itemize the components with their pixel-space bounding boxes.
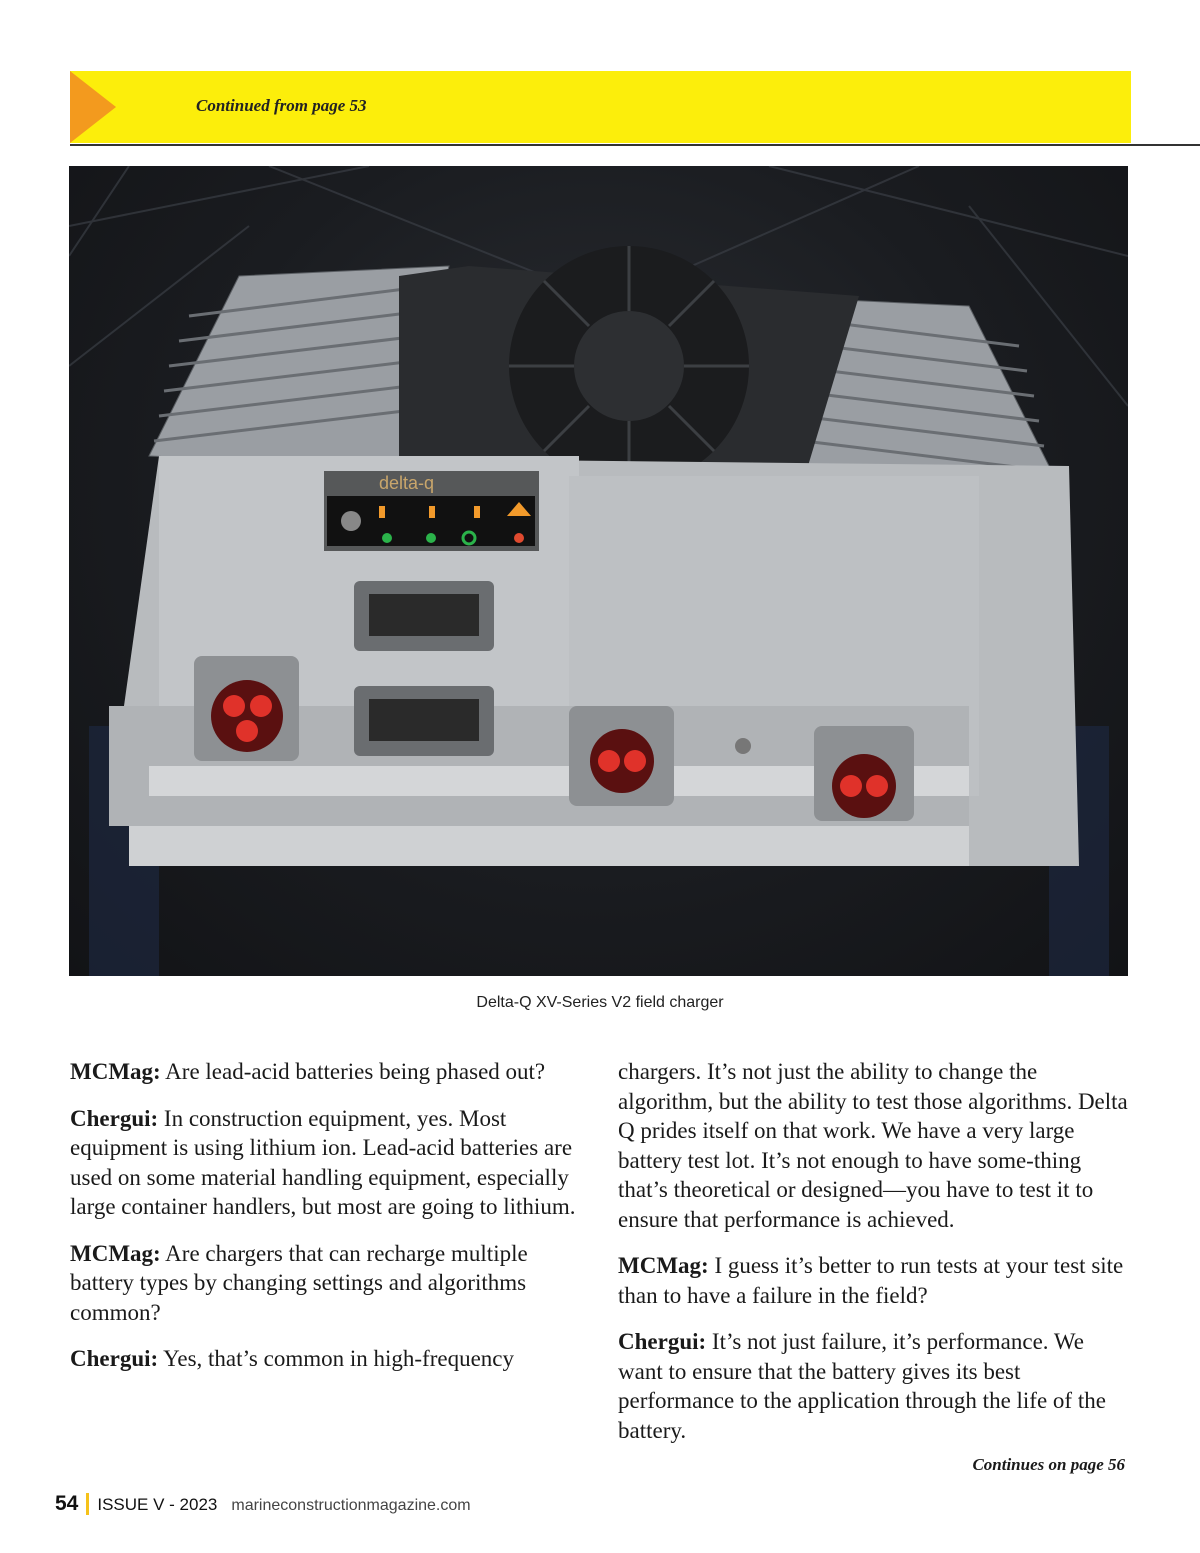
left-column [70,1057,580,1391]
paragraph: MCMag: Are chargers that can recharge multiple battery types by changing settings and algorithms common? [70,1240,528,1325]
footer-divider [86,1493,89,1515]
website-link[interactable]: marineconstructionmagazine.com [231,1497,471,1514]
paragraph: Chergui: In construction equipment, yes. Most equipment is using lithium ion. Lead-acid batteries are used on some material handling equipment, especially large container handlers, but most are going to lithium. [70,1105,576,1219]
continued-from-label: Continued from page 53 [196,96,367,115]
paragraph: Chergui: It’s not just failure, it’s performance. We want to ensure that the battery gives its best performance to the application through the life of the battery. [618,1329,1106,1443]
brand-label: delta-q [379,473,435,493]
banner-arrow-icon [70,71,116,143]
page-footer [55,1492,471,1516]
page-number: 54 [55,1492,79,1515]
paragraph: MCMag: Are lead-acid batteries being phased out? [70,1059,546,1084]
photo-caption: Delta-Q XV-Series V2 field charger [476,994,724,1011]
banner-rule [70,144,1200,146]
continues-label: Continues on page 56 [972,1455,1125,1474]
charger-photo [69,166,1128,976]
paragraph: Chergui: Yes, that’s common in high-frequency [70,1346,514,1371]
right-column [618,1057,1128,1462]
paragraph: chargers. It’s not just the ability to change the algorithm, but the ability to test those algorithms. Delta Q prides itself on that work. We have a very large battery test lot. It’s not enough to have some-thing that’s theoretical or designed—you have to test it to ensure that performance is achieved. [618,1059,1128,1232]
charger-illustration [69,166,1128,976]
issue-label: ISSUE V - 2023 [97,1495,218,1514]
paragraph: MCMag: I guess it’s better to run tests at your test site than to have a failure in the field? [618,1253,1124,1308]
